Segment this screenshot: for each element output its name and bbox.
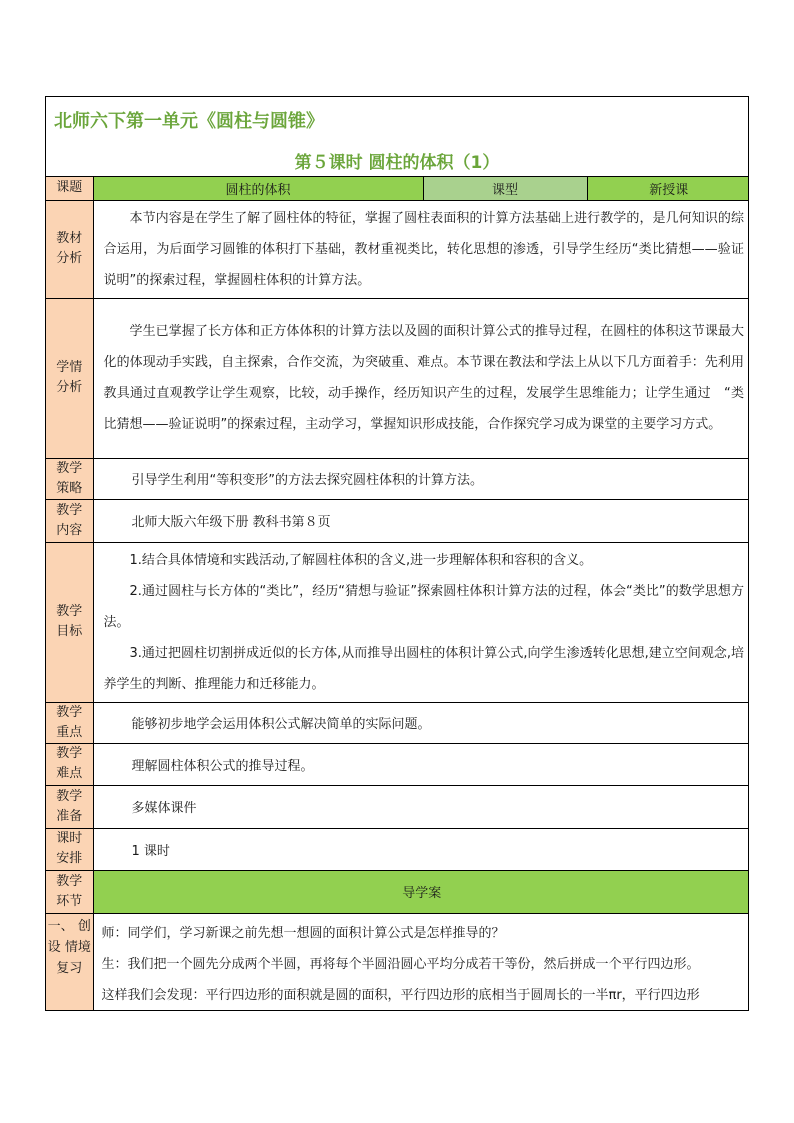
stage-label: 教学 环节: [46, 870, 93, 913]
preparation-label: 教学 准备: [46, 785, 93, 828]
unit-title: 北师六下第一单元《圆柱与圆锥》: [54, 111, 324, 132]
textbook-analysis-label: 教材 分析: [46, 200, 93, 298]
key-points-text: 能够初步地学会运用体积公式解决简单的实际问题。: [93, 702, 749, 743]
key-points-row: [46, 702, 749, 743]
strategy-text: 引导学生利用“等积变形”的方法去探究圆柱体积的计算方法。: [93, 458, 749, 499]
stage-text: 导学案: [93, 870, 749, 913]
goal-item: 1.结合具体情境和实践活动,了解圆柱体积的含义,进一步理解体积和容积的含义。: [129, 552, 593, 568]
topic-row: [46, 177, 749, 200]
lesson-title: 第５课时 圆柱的体积（1）: [294, 153, 500, 173]
preparation-text: 多媒体课件: [93, 785, 749, 828]
lesson-header: [46, 97, 748, 177]
content-text: 北师大版六年级下册 教科书第８页: [93, 499, 749, 542]
strategy-row: [46, 458, 749, 499]
preparation-row: [46, 785, 749, 828]
difficulties-row: [46, 743, 749, 785]
review-text: [93, 913, 749, 1011]
goal-item: 3.通过把圆柱切割拼成近似的长方体,从而推导出圆柱的体积计算公式,向学生渗透转化思想,建立空间观念,培养学生的判断、推理能力和迁移能力。: [103, 645, 744, 692]
goal-item: 2.通过圆柱与长方体的“类比”，经历“猜想与验证”探索圆柱体积计算方法的过程，体会“类比”的数学思想方法。: [103, 583, 744, 630]
topic-value: 圆柱的体积: [93, 177, 423, 200]
key-points-label: 教学 重点: [46, 702, 93, 743]
lesson-type-value: 新授课: [587, 177, 749, 200]
lesson-plan-table: [46, 177, 749, 1011]
review-line: 生：我们把一个圆先分成两个半圆，再将每个半圆沿圆心平均分成若干等份，然后拼成一个平行四边形。: [101, 956, 700, 972]
learner-analysis-text: 学生已掌握了长方体和正方体体积的计算方法以及圆的面积计算公式的推导过程，在圆柱的体积这节课最大化的体现动手实践，自主探索，合作交流，为突破重、难点。本节课在教法和学法上从以下几方面着手：先利用教具通过直观教学让学生观察，比较，动手操作，经历知识产生的过程，发展学生思维能力；让学生通过 “类比猜想——验证说明”的探索过程，主动学习，掌握知识形成技能，合作探究学习成为课堂的主要学习方式。: [93, 298, 749, 458]
textbook-analysis-text: 本节内容是在学生了解了圆柱体的特征，掌握了圆柱表面积的计算方法基础上进行教学的，是几何知识的综合运用，为后面学习圆锥的体积打下基础，教材重视类比，转化思想的渗透，引导学生经历“类比猜想——验证说明”的探索过程，掌握圆柱体积的计算方法。: [93, 200, 749, 298]
difficulties-label: 教学 难点: [46, 743, 93, 785]
schedule-text: 1 课时: [93, 828, 749, 870]
review-row: [46, 913, 749, 1011]
topic-label: 课题: [46, 177, 93, 200]
content-label: 教学 内容: [46, 499, 93, 542]
goals-list: [93, 542, 749, 702]
learner-analysis-label: 学情 分析: [46, 298, 93, 458]
content-row: [46, 499, 749, 542]
lesson-plan-sheet: [45, 96, 749, 1011]
textbook-analysis-row: [46, 200, 749, 298]
goals-row: [46, 542, 749, 702]
goals-label: 教学 目标: [46, 542, 93, 702]
review-line: 这样我们会发现：平行四边形的面积就是圆的面积，平行四边形的底相当于圆周长的一半πr，平行四边形: [101, 987, 700, 1003]
review-line: 师：同学们，学习新课之前先想一想圆的面积计算公式是怎样推导的？: [101, 925, 505, 941]
review-label: 一、 创设 情境 复习: [46, 913, 93, 1011]
schedule-label: 课时 安排: [46, 828, 93, 870]
schedule-row: [46, 828, 749, 870]
difficulties-text: 理解圆柱体积公式的推导过程。: [93, 743, 749, 785]
stage-row: [46, 870, 749, 913]
strategy-label: 教学 策略: [46, 458, 93, 499]
lesson-type-label: 课型: [423, 177, 587, 200]
learner-analysis-row: [46, 298, 749, 458]
